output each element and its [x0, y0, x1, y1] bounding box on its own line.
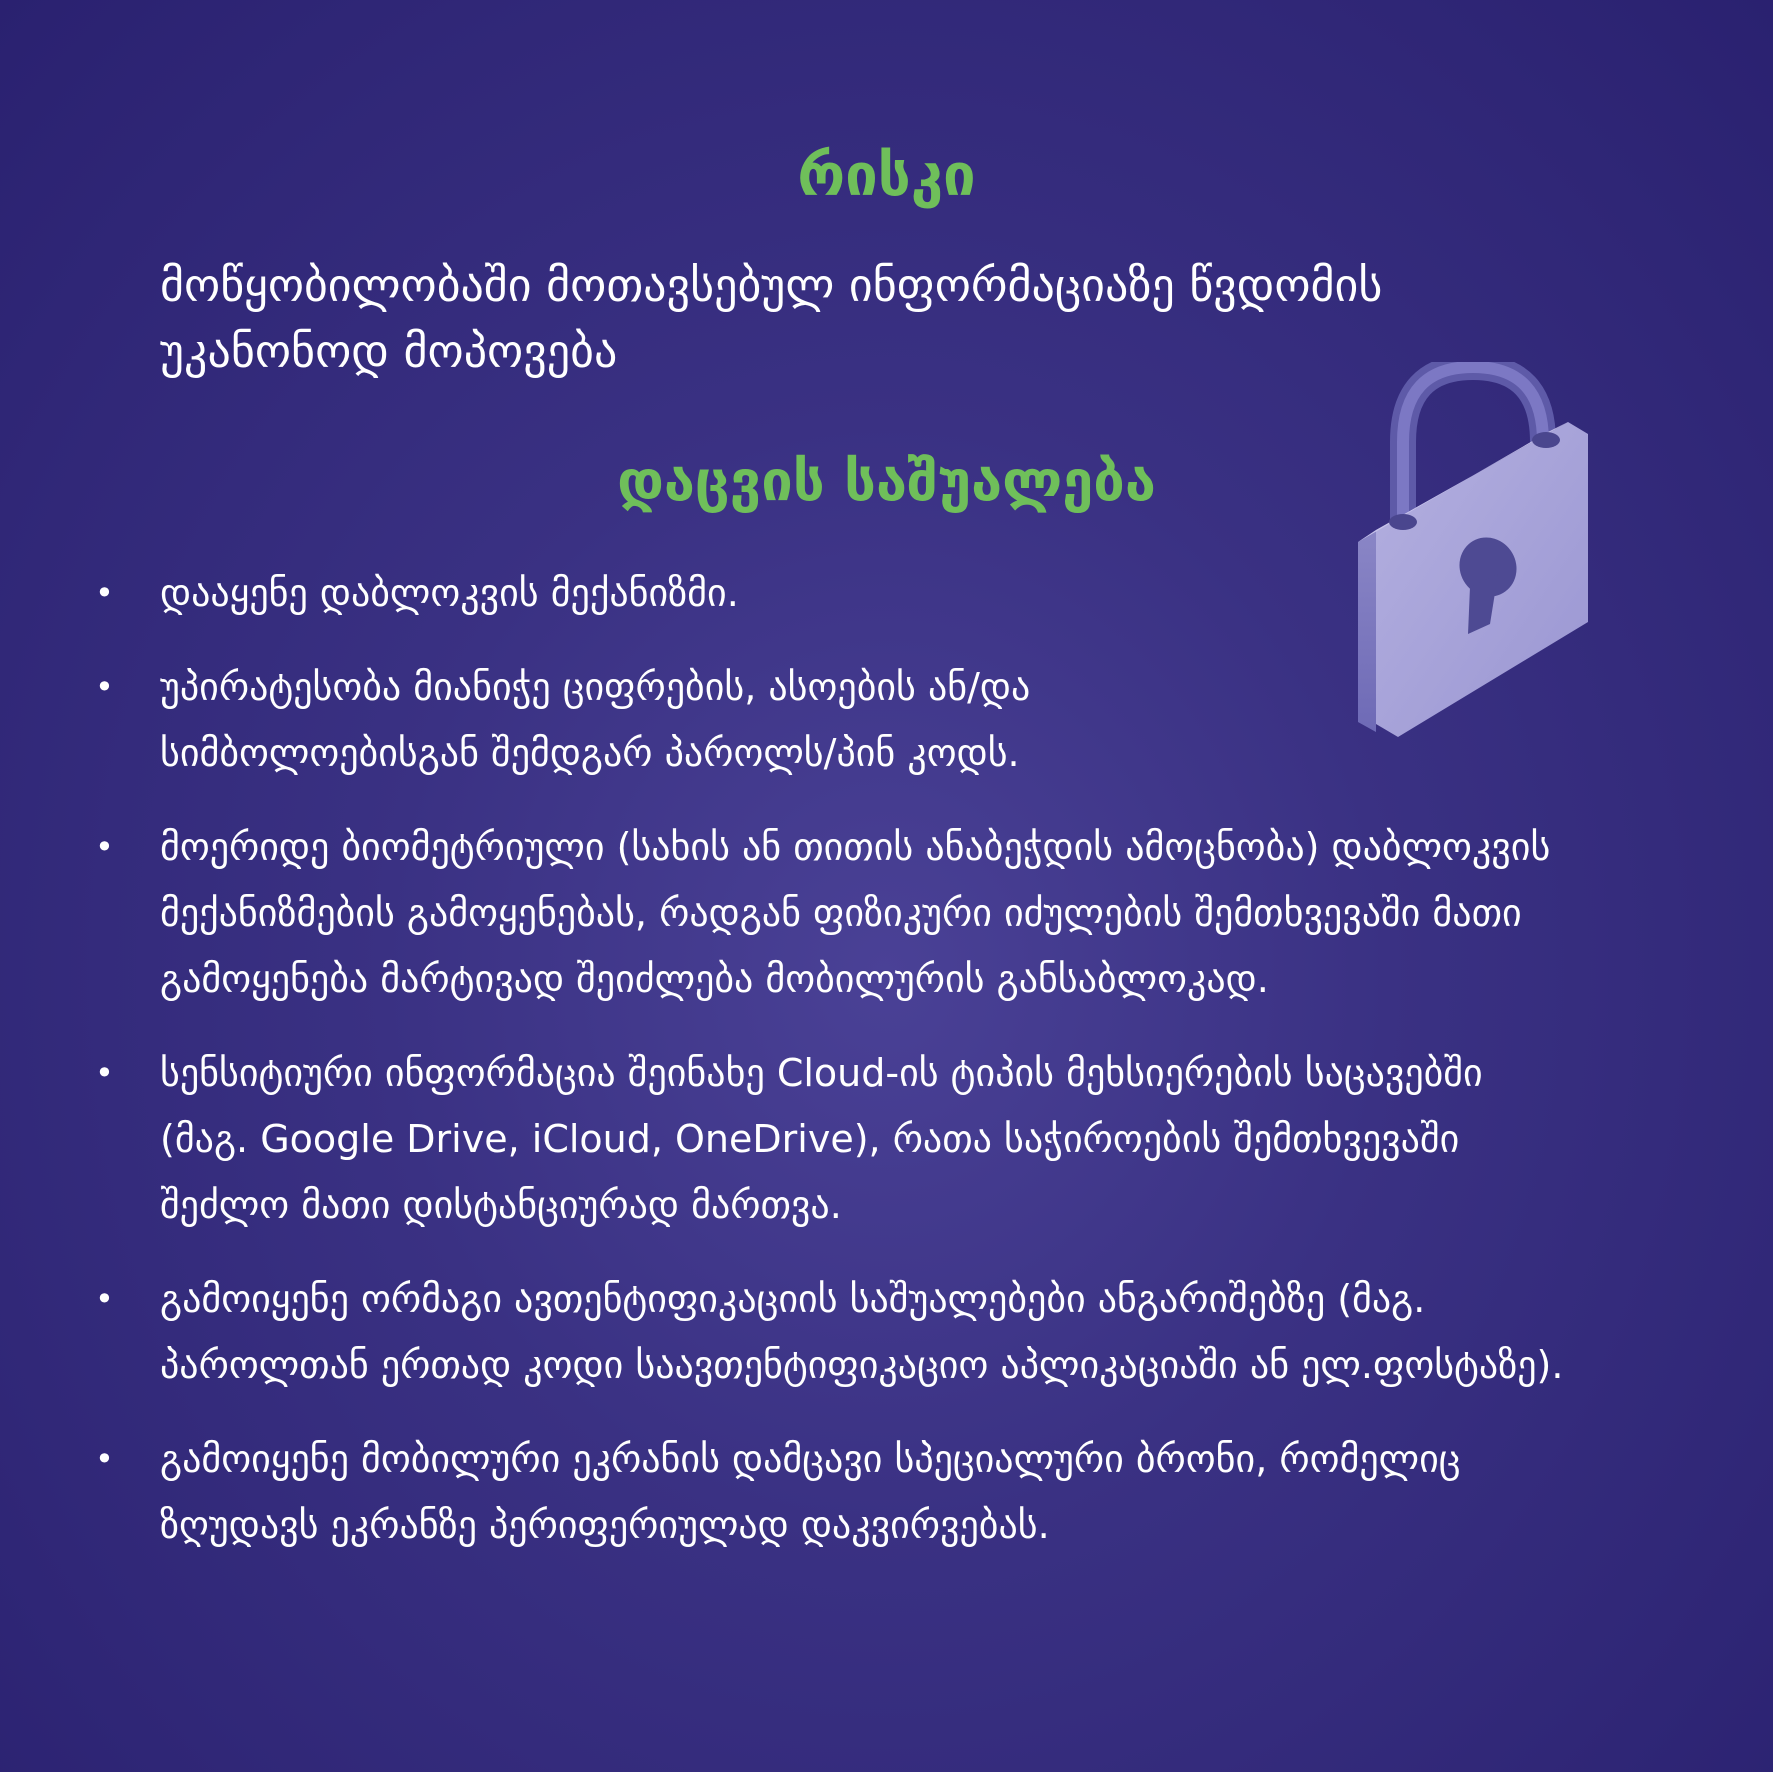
protection-title: დაცვის საშუალება: [617, 449, 1156, 514]
measure-text: უპირატესობა მიანიჭე ციფრების, ასოების ან/და სიმბოლოებისგან შემდგარ პაროლს/პინ კოდს.: [160, 665, 1031, 775]
list-item: [95, 1266, 1640, 1398]
risk-description: მოწყობილობაში მოთავსებულ ინფორმაციაზე წვდომის უკანონოდ მოპოვება: [160, 258, 1383, 378]
bullet: •: [95, 668, 114, 706]
measure-text: დააყენე დაბლოკვის მექანიზმი.: [160, 571, 739, 615]
bullet: •: [95, 828, 114, 866]
list-item: [95, 654, 1340, 786]
measure-text: გამოიყენე მობილური ეკრანის დამცავი სპეციალური ბრონი, რომელიც ზღუდავს ეკრანზე პერიფერიულად დაკვირვებას.: [160, 1437, 1461, 1547]
bullet: •: [95, 1054, 114, 1092]
bullet: •: [95, 1280, 114, 1318]
measure-text: მოერიდე ბიომეტრიული (სახის ან თითის ანაბეჭდის ამოცნობა) დაბლოკვის მექანიზმების გამოყენებას, რადგან ფიზიკური იძულების შემთხვევაში მათი გამოყენება მარტივად შეიძლება მობილურის განსაბლოკად.: [160, 825, 1551, 1001]
bullet: •: [95, 1440, 114, 1478]
bullet: •: [95, 574, 114, 612]
list-item: [95, 560, 1695, 626]
list-item: [95, 1040, 1580, 1238]
list-item: [95, 814, 1580, 1012]
risk-title: რისკი: [797, 141, 976, 209]
measure-text: სენსიტიური ინფორმაცია შეინახე Cloud-ის ტიპის მეხსიერების საცავებში (მაგ. Google Drive, iCloud, OneDrive), რათა საჭიროების შემთხვევაში შეძლო მათი დისტანციურად მართვა.: [160, 1051, 1483, 1227]
list-item: [95, 1426, 1580, 1558]
measure-text: გამოიყენე ორმაგი ავთენტიფიკაციის საშუალებები ანგარიშებზე (მაგ. პაროლთან ერთად კოდი საავთენტიფიკაციო აპლიკაციაში ან ელ.ფოსტაზე).: [160, 1277, 1564, 1387]
protection-measures-list: [95, 560, 1695, 1586]
